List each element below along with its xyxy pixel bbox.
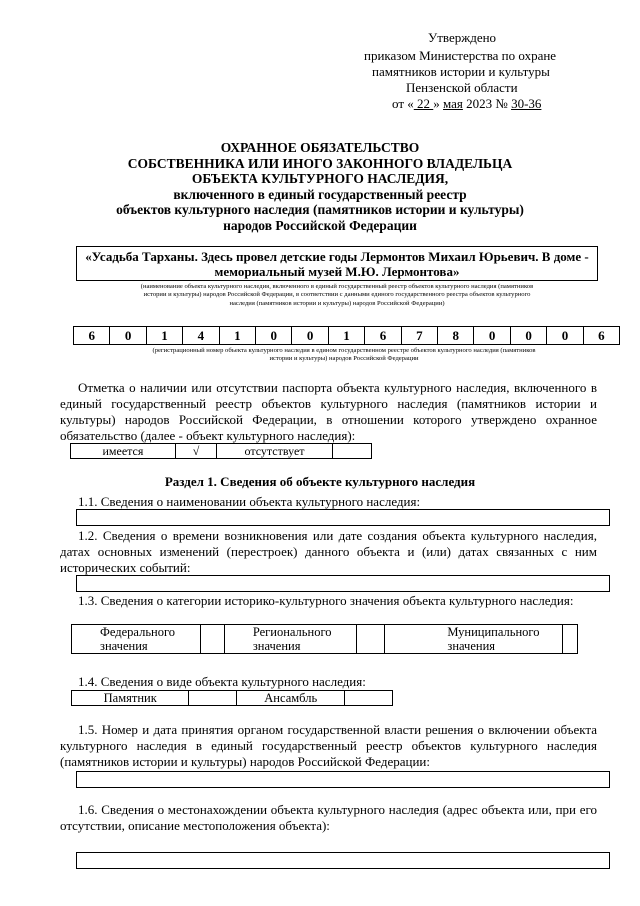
approval-region: Пензенской области: [406, 80, 518, 95]
item-1-1: 1.1. Сведения о наименовании объекта культурного наследия:: [78, 494, 421, 509]
reg-digit: 1: [146, 326, 183, 345]
category-federal: Федерального значения: [72, 625, 201, 654]
approval-title: Утверждено: [428, 30, 497, 45]
reg-digit: 0: [291, 326, 328, 345]
category-regional: Регионального значения: [224, 625, 356, 654]
object-name-caption: (наименование объекта культурного наследия, включенного в единый государственный реестр объектов культурного наследия (памятников истории и культуры) народов Российской Федерации, в соответствии с данными единого государственного реестра объектов культурного наследия (памятников истории и культуры) народов Российской Федерации): [140, 283, 534, 307]
reg-digit: 0: [255, 326, 292, 345]
item-1-6-field[interactable]: [76, 852, 610, 869]
kind-monument: Памятник: [72, 691, 189, 706]
passport-table: [70, 443, 372, 459]
reg-digit: 1: [219, 326, 256, 345]
approval-number: 30-36: [511, 96, 542, 111]
item-1-2: 1.2. Сведения о времени возникновения или дате создания объекта культурного наследия, датах основных изменений (перестроек) данного объекта и (или) датах связанных с ним исторических событий:: [60, 528, 597, 575]
reg-digit: 1: [328, 326, 365, 345]
reg-digit: 8: [437, 326, 474, 345]
reg-digit: 0: [473, 326, 510, 345]
approval-ministry: памятников истории и культуры: [372, 64, 550, 79]
category-table: [71, 624, 578, 654]
kind-table: [71, 690, 393, 706]
kind-monument-mark[interactable]: [189, 691, 237, 706]
item-1-5: 1.5. Номер и дата принятия органом государственной власти решения о включении объекта культурного наследия в единый государственный реестр объектов культурного наследия (памятников истории и культуры) народов Российской Федерации:: [60, 722, 597, 769]
item-1-1-field[interactable]: [76, 509, 610, 526]
category-municipal: Муниципального значения: [385, 625, 563, 654]
passport-has-label: имеется: [71, 444, 176, 459]
item-1-3: 1.3. Сведения о категории историко-культурного значения объекта культурного наследия:: [78, 593, 574, 608]
reg-digit: 6: [73, 326, 110, 345]
approval-date: от « 22 » мая 2023 № 30-36: [392, 96, 542, 111]
reg-digit: 0: [546, 326, 583, 345]
passport-paragraph: Отметка о наличии или отсутствии паспорта объекта культурного наследия, включенного в единый государственный реестр объектов культурного наследия (памятников истории и культуры) народов Российской Федерации, в отношении которого утверждено охранное обязательство (далее - объект культурного наследия):: [60, 380, 597, 443]
object-name-box: «Усадьба Тарханы. Здесь провел детские годы Лермонтов Михаил Юрьевич. В доме - мемориальный музей М.Ю. Лермонтова»: [76, 246, 598, 281]
kind-ensemble-mark[interactable]: [345, 691, 393, 706]
reg-digit: 6: [583, 326, 620, 345]
registration-caption: (регистрационный номер объекта культурного наследия в едином государственном реестре объектов культурного наследия (памятников истории и культуры) народов Российской Федерации: [152, 347, 536, 363]
registration-number: [74, 326, 620, 345]
passport-absent-mark[interactable]: [332, 444, 371, 459]
reg-digit: 7: [401, 326, 438, 345]
section-heading: Раздел 1. Сведения об объекте культурного наследия: [164, 474, 476, 489]
reg-digit: 0: [109, 326, 146, 345]
document-title: ОХРАННОЕ ОБЯЗАТЕЛЬСТВО СОБСТВЕННИКА ИЛИ ИНОГО ЗАКОННОГО ВЛАДЕЛЬЦА ОБЪЕКТА КУЛЬТУРНОГО НАСЛЕДИЯ, включенного в единый государственный реестр объектов культурного наследия (памятников истории и культуры) народов Российской Федерации: [116, 140, 524, 233]
category-regional-mark[interactable]: [356, 625, 385, 654]
passport-has-mark[interactable]: √: [175, 444, 216, 459]
item-1-6: 1.6. Сведения о местонахождении объекта культурного наследия (адрес объекта или, при его отсутствии, описание местоположения объекта):: [60, 802, 597, 833]
approval-day: 22: [413, 96, 434, 111]
category-federal-mark[interactable]: [201, 625, 225, 654]
reg-digit: 0: [510, 326, 547, 345]
approval-order: приказом Министерства по охране: [364, 48, 557, 63]
reg-digit: 4: [182, 326, 219, 345]
item-1-5-field[interactable]: [76, 771, 610, 788]
reg-digit: 6: [364, 326, 401, 345]
item-1-4: 1.4. Сведения о виде объекта культурного наследия:: [78, 674, 366, 689]
approval-month: мая: [443, 96, 463, 111]
item-1-2-field[interactable]: [76, 575, 610, 592]
category-municipal-mark[interactable]: [563, 625, 578, 654]
passport-absent-label: отсутствует: [217, 444, 333, 459]
kind-ensemble: Ансамбль: [237, 691, 345, 706]
